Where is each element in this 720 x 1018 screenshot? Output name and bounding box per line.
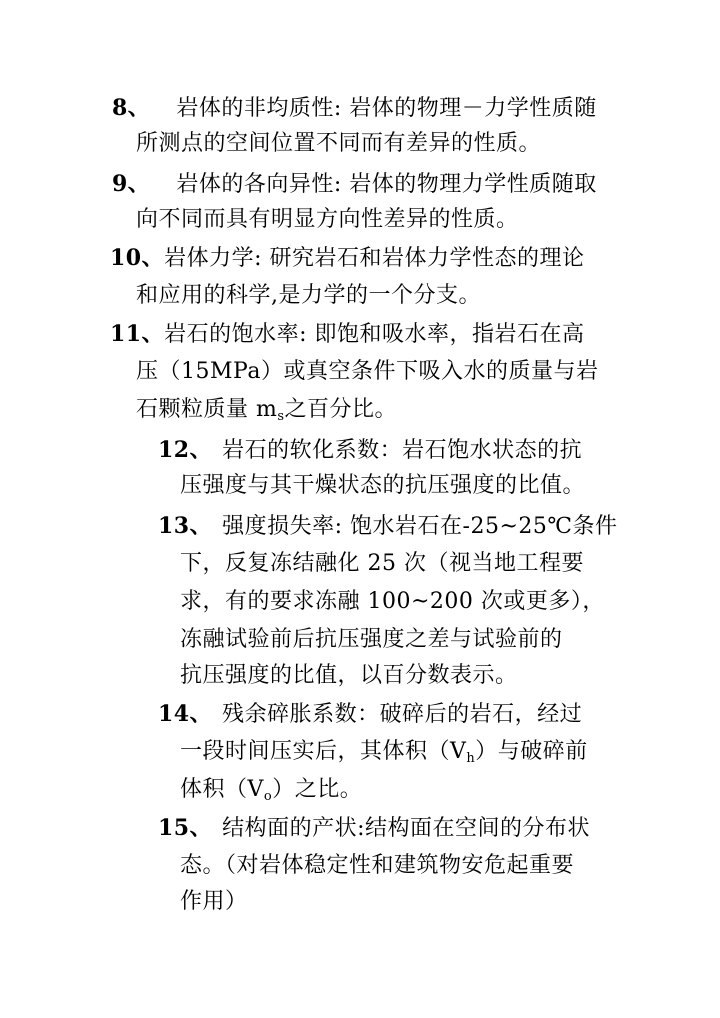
item-14-text-4: 体积（V (180, 777, 264, 802)
item-8-line-1 (112, 88, 597, 129)
item-14-text-5: ）之比。 (272, 777, 363, 802)
item-13-line-5 (180, 656, 518, 696)
item-15-text-2: 态。（对岩体稳定性和建筑物安危起重要 (180, 853, 575, 878)
item-14-line-2 (180, 732, 588, 772)
item-8-text-2: 所测点的空间位置不同而有差异的性质。 (136, 131, 542, 156)
item-13-text-2: 下，反复冻结融化 25 次（视当地工程要 (180, 551, 584, 576)
item-11-text-4: 之百分比。 (284, 397, 398, 422)
item-11-line-2 (136, 352, 598, 392)
item-9-line-2 (136, 200, 519, 240)
item-12-number: 12、 (158, 437, 213, 463)
item-14-subscript-o: o (263, 789, 273, 804)
item-15-text-1: 结构面的产状:结构面在空间的分布状 (222, 816, 591, 841)
item-13-line-3 (180, 582, 605, 622)
item-11-text-1: 岩石的饱水率: 即饱和吸水率，指岩石在高 (164, 322, 585, 347)
item-14-subscript-h: h (466, 751, 476, 766)
item-15-line-1 (158, 808, 590, 849)
item-13-text-5: 抗压强度的比值，以百分数表示。 (180, 663, 518, 688)
item-10-line-1 (110, 238, 585, 279)
item-12-line-1 (158, 430, 582, 471)
item-13-line-2 (180, 544, 584, 584)
item-14-line-1 (158, 694, 582, 735)
item-9-number: 9、 (112, 171, 151, 197)
item-14-text-3: ）与破碎前 (475, 739, 588, 764)
item-8-number: 8、 (112, 95, 151, 121)
item-9-text-2: 向不同而具有明显方向性差异的性质。 (136, 207, 519, 232)
item-9-line-1 (112, 164, 597, 205)
item-11-number: 11、 (110, 321, 165, 347)
item-15-line-2 (180, 846, 574, 886)
item-12-text-1: 岩石的软化系数：岩石饱水状态的抗 (222, 438, 583, 463)
item-13-line-1 (158, 506, 618, 547)
item-8-line-2 (136, 124, 541, 164)
item-11-line-3 (136, 390, 397, 430)
item-11-text-2: 压（15MPa）或真空条件下吸入水的质量与岩 (136, 359, 599, 384)
item-10-line-2 (136, 276, 481, 316)
item-15-line-3 (180, 882, 248, 922)
item-11-text-3: 石颗粒质量 m (136, 397, 278, 422)
item-13-text-4: 冻融试验前后抗压强度之差与试验前的 (180, 627, 563, 652)
item-12-text-2: 压强度与其干燥状态的抗压强度的比值。 (180, 473, 586, 498)
item-11-line-1 (110, 314, 585, 355)
item-13-text-1: 强度损失率: 饱水岩石在-25~25℃条件 (222, 514, 618, 539)
item-12-line-2 (180, 466, 585, 506)
item-10-text-1: 岩体力学: 研究岩石和岩体力学性态的理论 (164, 246, 585, 271)
item-13-text-3: 求，有的要求冻融 100~200 次或更多）， (180, 589, 605, 614)
item-10-number: 10、 (110, 245, 165, 271)
item-14-text-2: 一段时间压实后，其体积（V (180, 739, 467, 764)
item-13-number: 13、 (158, 513, 213, 539)
item-10-text-2: 和应用的科学,是力学的一个分支。 (136, 283, 481, 308)
item-15-number: 15、 (158, 815, 213, 841)
item-9-text-1: 岩体的各向异性: 岩体的物理力学性质随取 (176, 172, 597, 197)
item-14-text-1: 残余碎胀系数：破碎后的岩石，经过 (222, 702, 583, 727)
item-11-subscript-s: s (277, 409, 285, 424)
item-13-line-4 (180, 620, 563, 660)
item-8-text-1: 岩体的非均质性: 岩体的物理－力学性质随 (176, 96, 597, 121)
item-14-number: 14、 (158, 701, 213, 727)
item-15-text-3: 作用） (180, 889, 248, 914)
item-14-line-3 (180, 770, 362, 810)
